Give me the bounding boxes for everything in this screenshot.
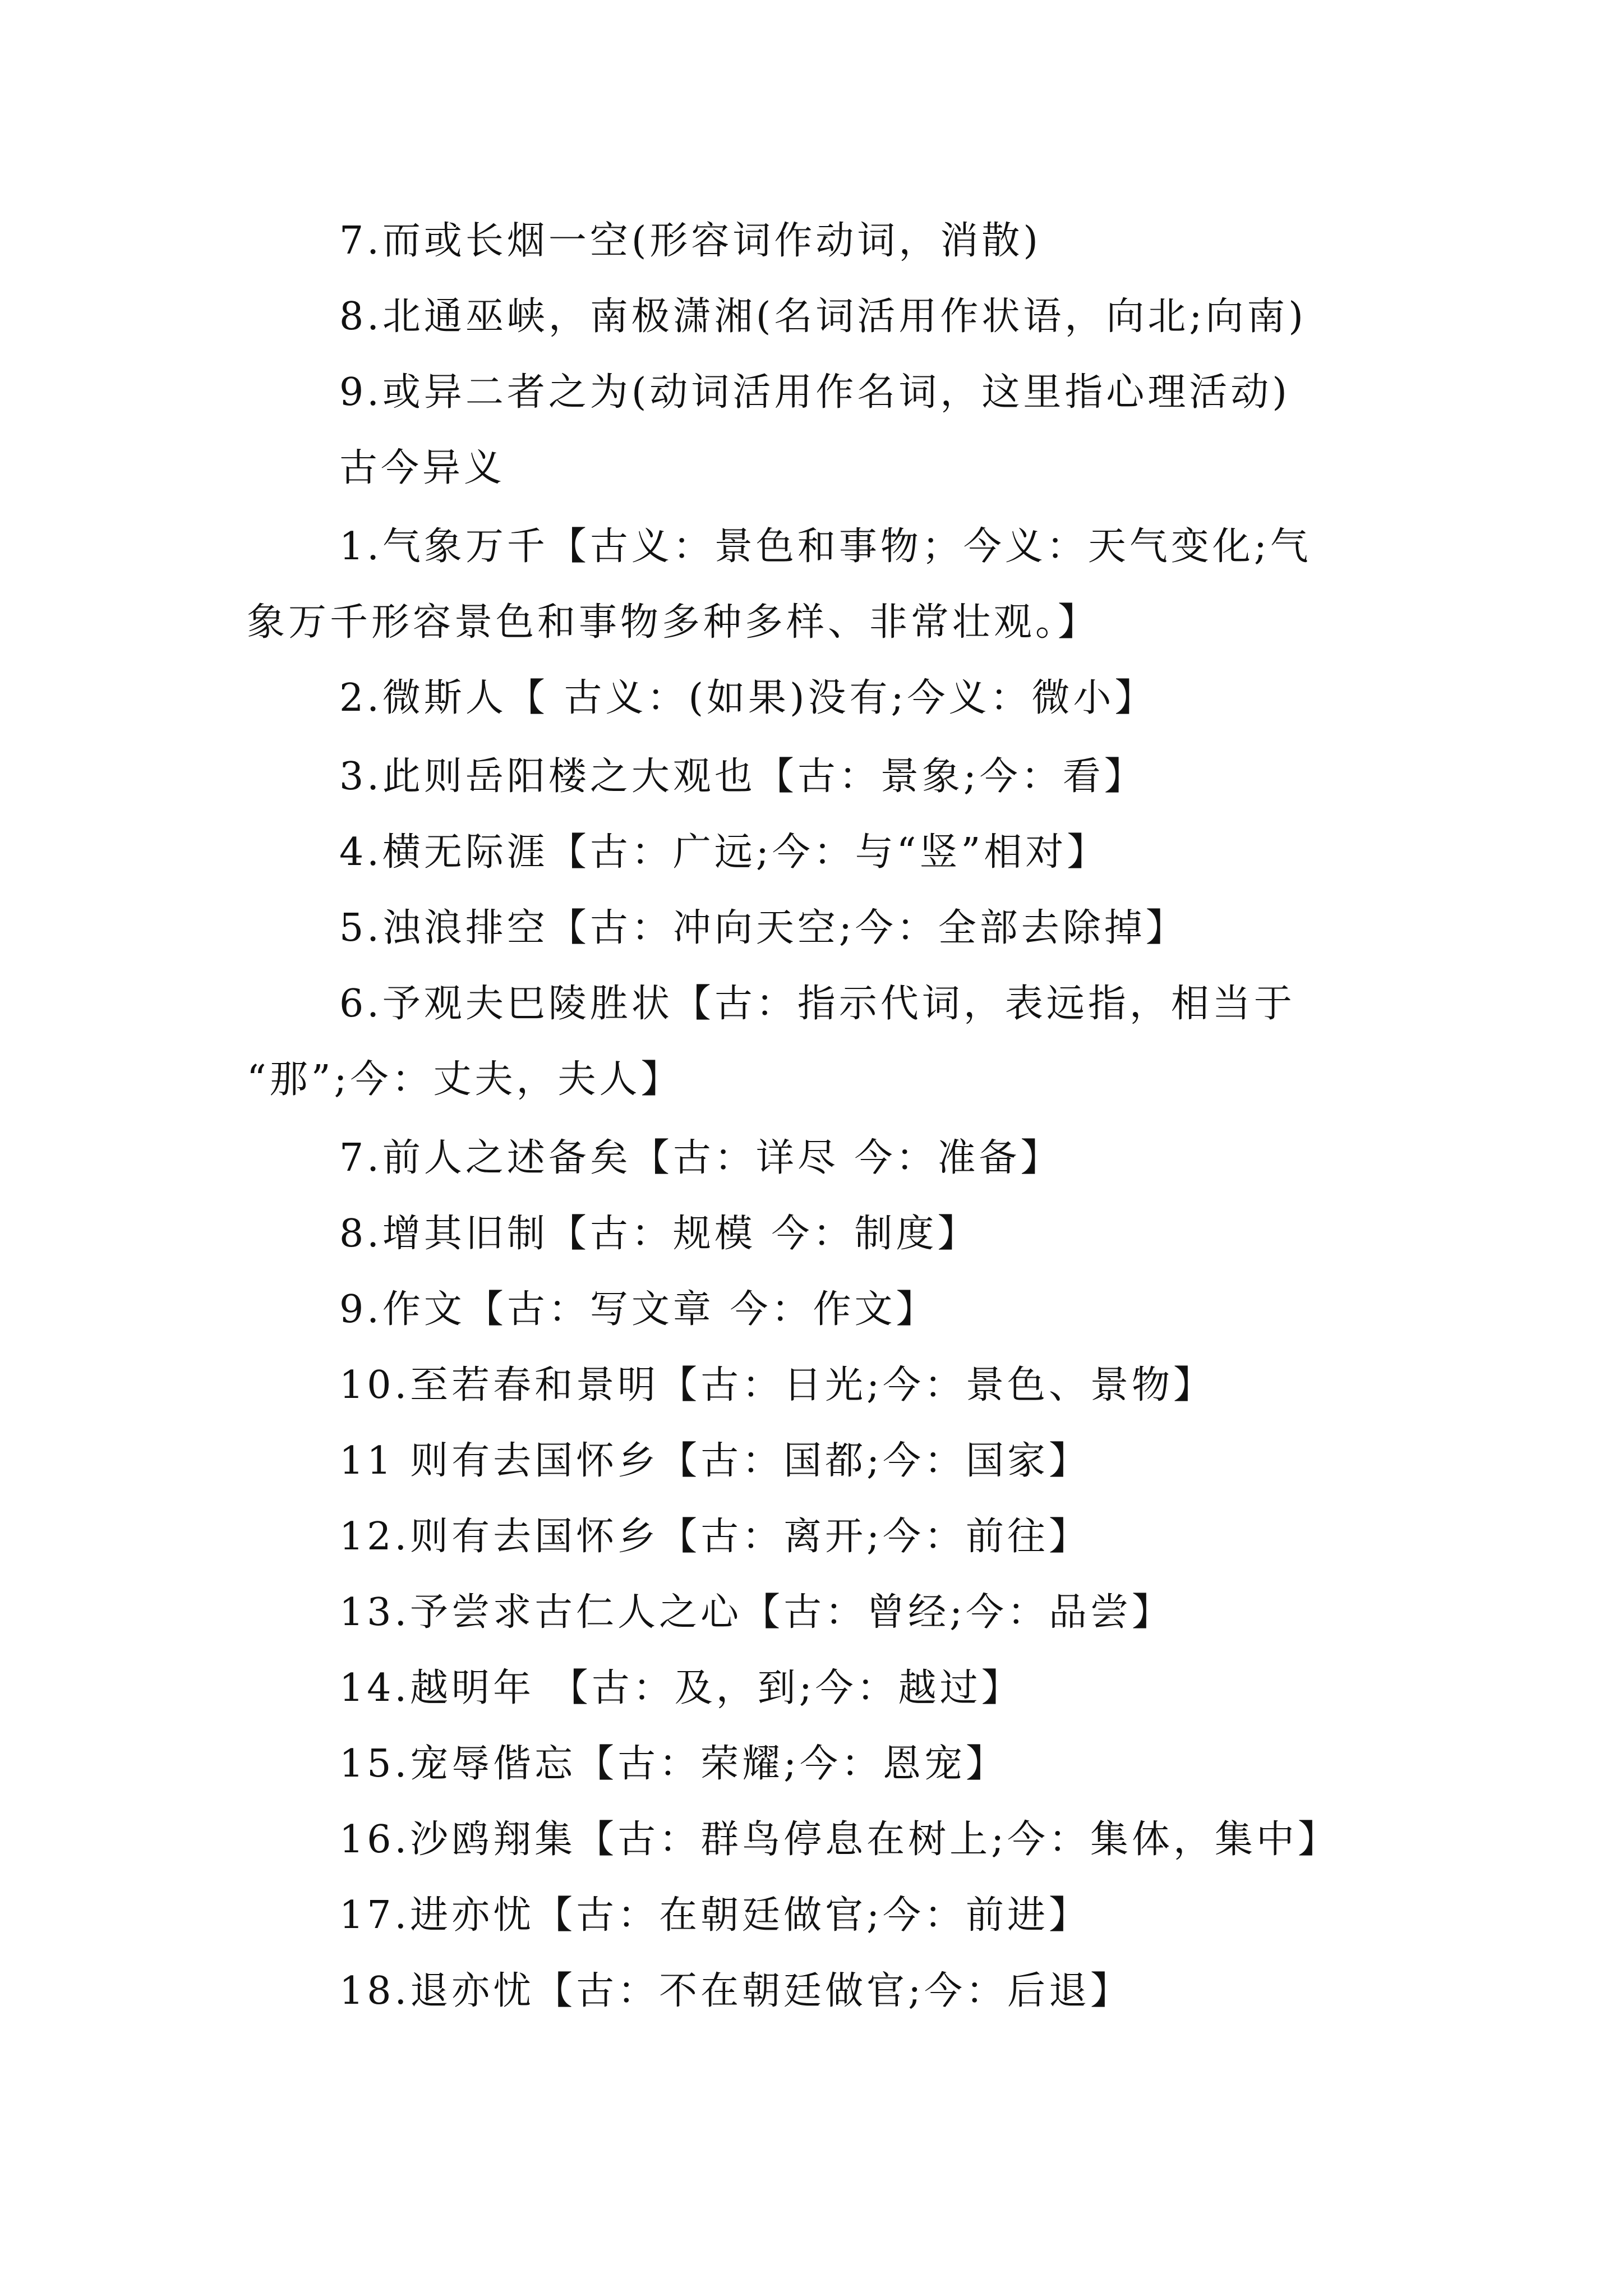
text-line-6: 6.予观夫巴陵胜状【古：指示代词，表远指，相当于 (339, 982, 1295, 1026)
text-line-1: 1.气象万千【古义：景色和事物；今义：天气变化;气 (339, 524, 1312, 569)
text-line-10: 10.至若春和景明【古：日光;今：景色、景物】 (339, 1363, 1215, 1407)
text-line-2: 2.微斯人【 古义：(如果)没有;今义：微小】 (339, 676, 1156, 720)
section-heading: 古今异义 (339, 446, 506, 490)
text-line-17: 17.进亦忧【古：在朝廷做官;今：前进】 (339, 1893, 1091, 1938)
text-line-13: 13.予尝求古仁人之心【古：曾经;今：品尝】 (339, 1590, 1174, 1635)
text-line-usage-7: 7.而或长烟一空(形容词作动词，消散) (339, 219, 1041, 263)
text-line-11: 11 则有去国怀乡【古：国都;今：国家】 (339, 1439, 1091, 1483)
text-line-9: 9.作文【古：写文章 今：作文】 (339, 1287, 938, 1332)
text-line-5: 5.浊浪排空【古：冲向天空;今：全部去除掉】 (339, 906, 1187, 950)
text-line-3: 3.此则岳阳楼之大观也【古：景象;今：看】 (339, 754, 1146, 799)
text-line-15: 15.宠辱偕忘【古：荣耀;今：恩宠】 (339, 1742, 1008, 1786)
text-line-4: 4.横无际涯【古：广远;今：与“竖”相对】 (339, 830, 1109, 875)
text-line-7: 7.前人之述备矣【古：详尽 今：准备】 (339, 1136, 1062, 1180)
text-line-8: 8.增其旧制【古：规模 今：制度】 (339, 1212, 979, 1256)
text-line-14: 14.越明年 【古：及，到;今：越过】 (339, 1666, 1023, 1710)
text-line-12: 12.则有去国怀乡【古：离开;今：前往】 (339, 1515, 1091, 1559)
text-line-usage-9: 9.或异二者之为(动词活用作名词，这里指心理活动) (339, 370, 1290, 415)
text-line-6-cont: “那”;今：丈夫，夫人】 (247, 1057, 683, 1102)
text-line-usage-8: 8.北通巫峡，南极潇湘(名词活用作状语，向北;向南) (339, 295, 1307, 339)
text-line-16: 16.沙鸥翔集【古：群鸟停息在树上;今：集体，集中】 (339, 1818, 1340, 1862)
text-line-18: 18.退亦忧【古：不在朝廷做官;今：后退】 (339, 1969, 1132, 2013)
text-line-1-cont: 象万千形容景色和事物多种多样、非常壮观。】 (247, 600, 1100, 645)
